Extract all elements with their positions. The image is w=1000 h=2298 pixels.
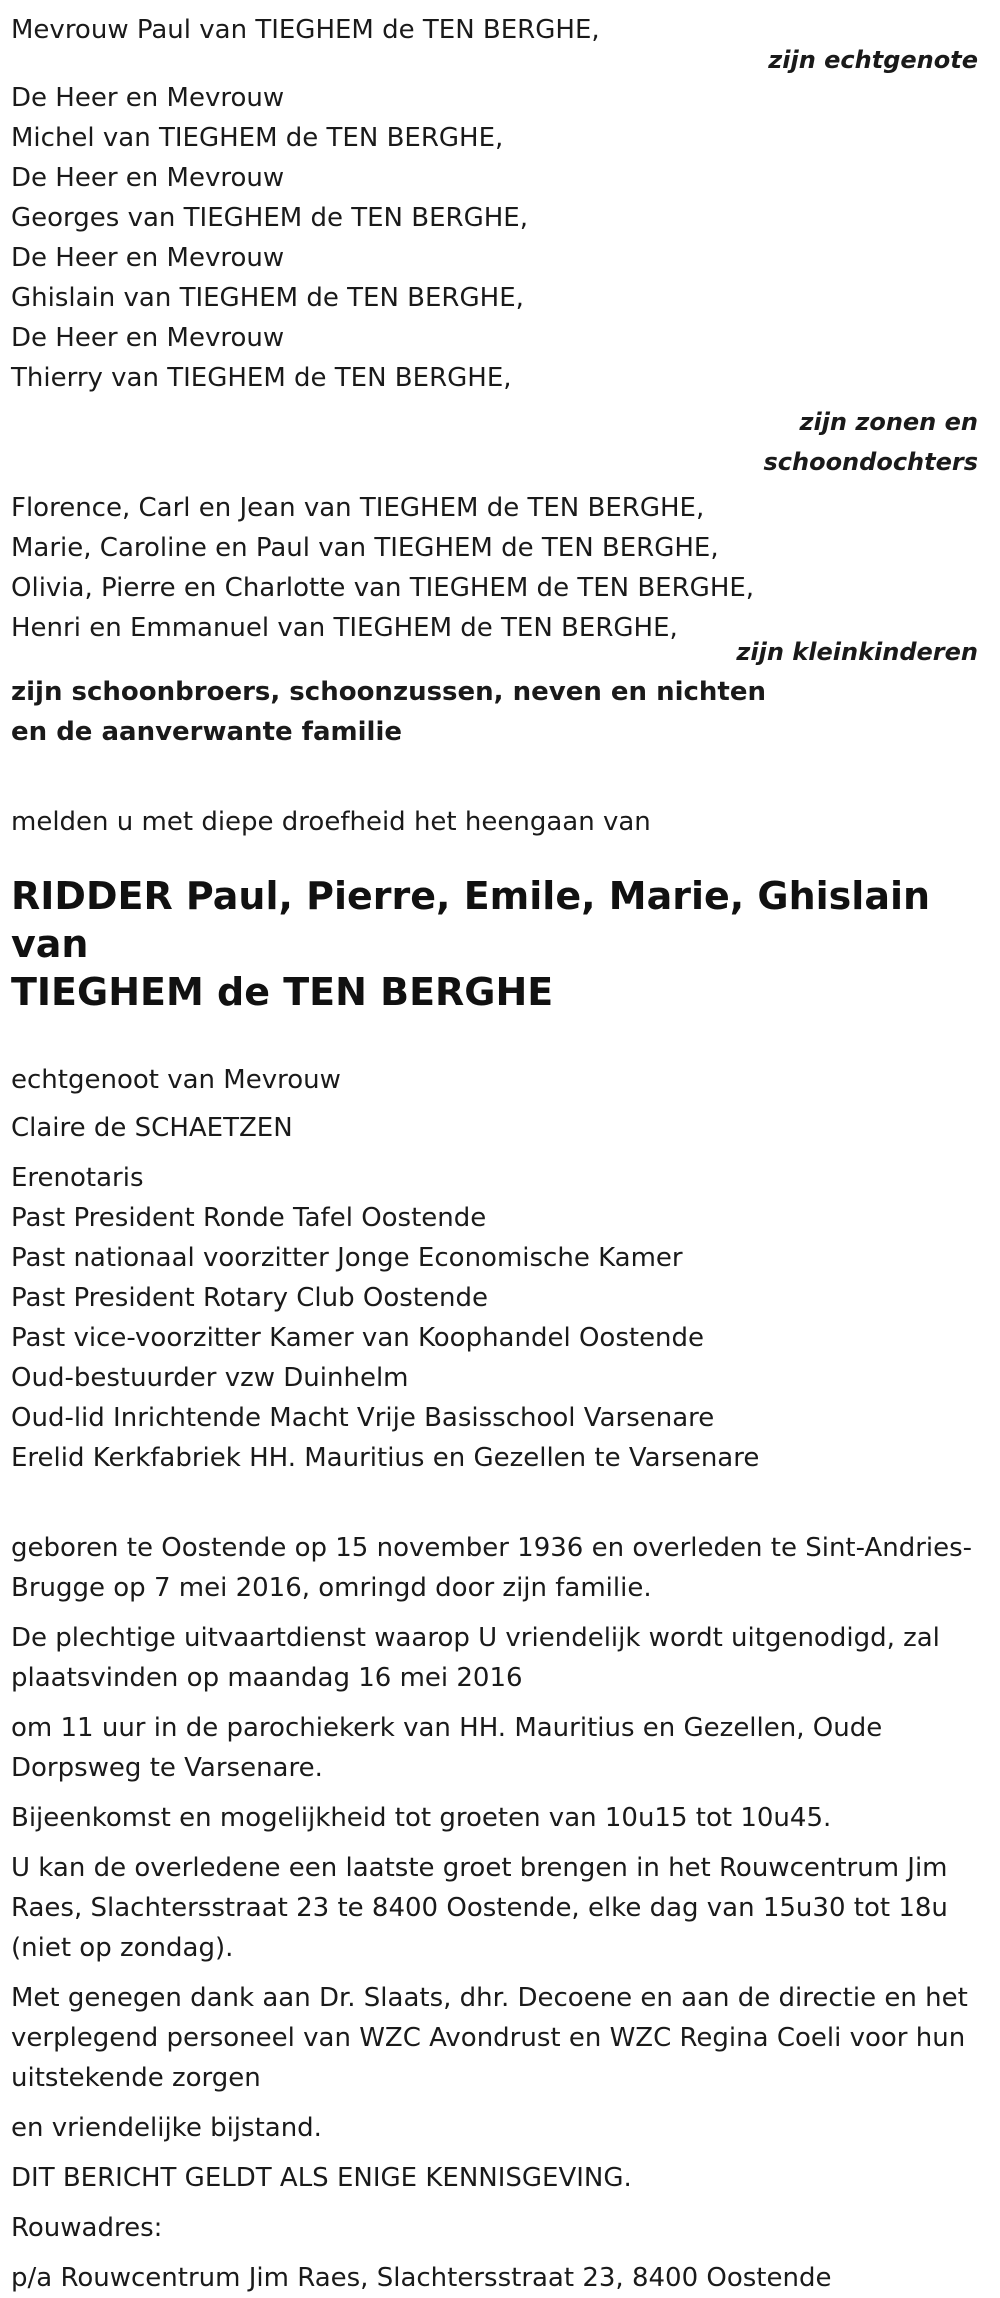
spouse-of-line2: Claire de SCHAETZEN — [11, 1113, 293, 1143]
grandchildren-line: Florence, Carl en Jean van TIEGHEM de TEN BERGHE, — [11, 493, 705, 523]
grandchildren-line: Marie, Caroline en Paul van TIEGHEM de TEN BERGHE, — [11, 533, 719, 563]
sons-role-line2: schoondochters — [763, 448, 978, 476]
family-line1: zijn schoonbroers, schoonzussen, neven en nichten — [11, 677, 767, 707]
spouse-line: Mevrouw Paul van TIEGHEM de TEN BERGHE, — [11, 15, 600, 45]
title-item: Past President Ronde Tafel Oostende — [11, 1203, 487, 1233]
birth-line2: Brugge op 7 mei 2016, omringd door zijn familie. — [11, 1573, 652, 1603]
sons-line: Ghislain van TIEGHEM de TEN BERGHE, — [11, 283, 524, 313]
thanks-line4: en vriendelijke bijstand. — [11, 2113, 322, 2143]
thanks-line1: Met genegen dank aan Dr. Slaats, dhr. Decoene en aan de directie en het — [11, 1983, 968, 2013]
visit-line1: U kan de overledene een laatste groet brengen in het Rouwcentrum Jim — [11, 1853, 948, 1883]
address-line: p/a Rouwcentrum Jim Raes, Slachtersstraat 23, 8400 Oostende — [11, 2263, 832, 2293]
title-item: Erenotaris — [11, 1163, 144, 1193]
service-line2: plaatsvinden op maandag 16 mei 2016 — [11, 1663, 523, 1693]
details-block — [11, 1528, 989, 2298]
deceased-name-line2: TIEGHEM de TEN BERGHE — [11, 970, 554, 1014]
titles-list — [11, 1158, 989, 1478]
sons-role-line1: zijn zonen en — [799, 408, 978, 436]
sons-line: Thierry van TIEGHEM de TEN BERGHE, — [11, 363, 512, 393]
birth-line1: geboren te Oostende op 15 november 1936 en overleden te Sint-Andries- — [11, 1533, 973, 1563]
thanks-line3: uitstekende zorgen — [11, 2063, 261, 2093]
title-item: Past President Rotary Club Oostende — [11, 1283, 488, 1313]
spouse-role: zijn echtgenote — [768, 46, 978, 74]
sons-line: De Heer en Mevrouw — [11, 323, 285, 353]
address-label: Rouwadres: — [11, 2213, 163, 2243]
church-line2: Dorpsweg te Varsenare. — [11, 1753, 323, 1783]
title-item: Erelid Kerkfabriek HH. Mauritius en Gezellen te Varsenare — [11, 1443, 760, 1473]
deceased-name-line1: RIDDER Paul, Pierre, Emile, Marie, Ghislain van — [11, 874, 931, 966]
visit-line3: (niet op zondag). — [11, 1933, 234, 1963]
sons-line: De Heer en Mevrouw — [11, 163, 285, 193]
sons-line: Georges van TIEGHEM de TEN BERGHE, — [11, 203, 528, 233]
deceased-name-heading — [11, 872, 989, 1016]
visit-line2: Raes, Slachtersstraat 23 te 8400 Oostende, elke dag van 15u30 tot 18u — [11, 1893, 948, 1923]
sons-line: De Heer en Mevrouw — [11, 243, 285, 273]
thanks-line2: verplegend personeel van WZC Avondrust en WZC Regina Coeli voor hun — [11, 2023, 966, 2053]
church-line1: om 11 uur in de parochiekerk van HH. Mauritius en Gezellen, Oude — [11, 1713, 883, 1743]
grandchildren-line: Henri en Emmanuel van TIEGHEM de TEN BERGHE, — [11, 613, 678, 643]
grandchildren-list — [11, 488, 989, 648]
title-item: Oud-lid Inrichtende Macht Vrije Basisschool Varsenare — [11, 1403, 715, 1433]
notice-line: DIT BERICHT GELDT ALS ENIGE KENNISGEVING. — [11, 2163, 632, 2193]
service-line1: De plechtige uitvaartdienst waarop U vriendelijk wordt uitgenodigd, zal — [11, 1623, 940, 1653]
family-line2: en de aanverwante familie — [11, 717, 403, 747]
sons-list — [11, 78, 989, 398]
sons-line: De Heer en Mevrouw — [11, 83, 285, 113]
spouse-of-line1: echtgenoot van Mevrouw — [11, 1065, 341, 1095]
grandchildren-role: zijn kleinkinderen — [736, 638, 978, 666]
gathering-line: Bijeenkomst en mogelijkheid tot groeten van 10u15 tot 10u45. — [11, 1803, 832, 1833]
announcement-text: melden u met diepe droefheid het heengaan van — [11, 807, 651, 837]
title-item: Past nationaal voorzitter Jonge Economische Kamer — [11, 1243, 683, 1273]
sons-line: Michel van TIEGHEM de TEN BERGHE, — [11, 123, 504, 153]
grandchildren-line: Olivia, Pierre en Charlotte van TIEGHEM de TEN BERGHE, — [11, 573, 755, 603]
title-item: Oud-bestuurder vzw Duinhelm — [11, 1363, 409, 1393]
title-item: Past vice-voorzitter Kamer van Koophandel Oostende — [11, 1323, 705, 1353]
family-block — [11, 672, 989, 752]
